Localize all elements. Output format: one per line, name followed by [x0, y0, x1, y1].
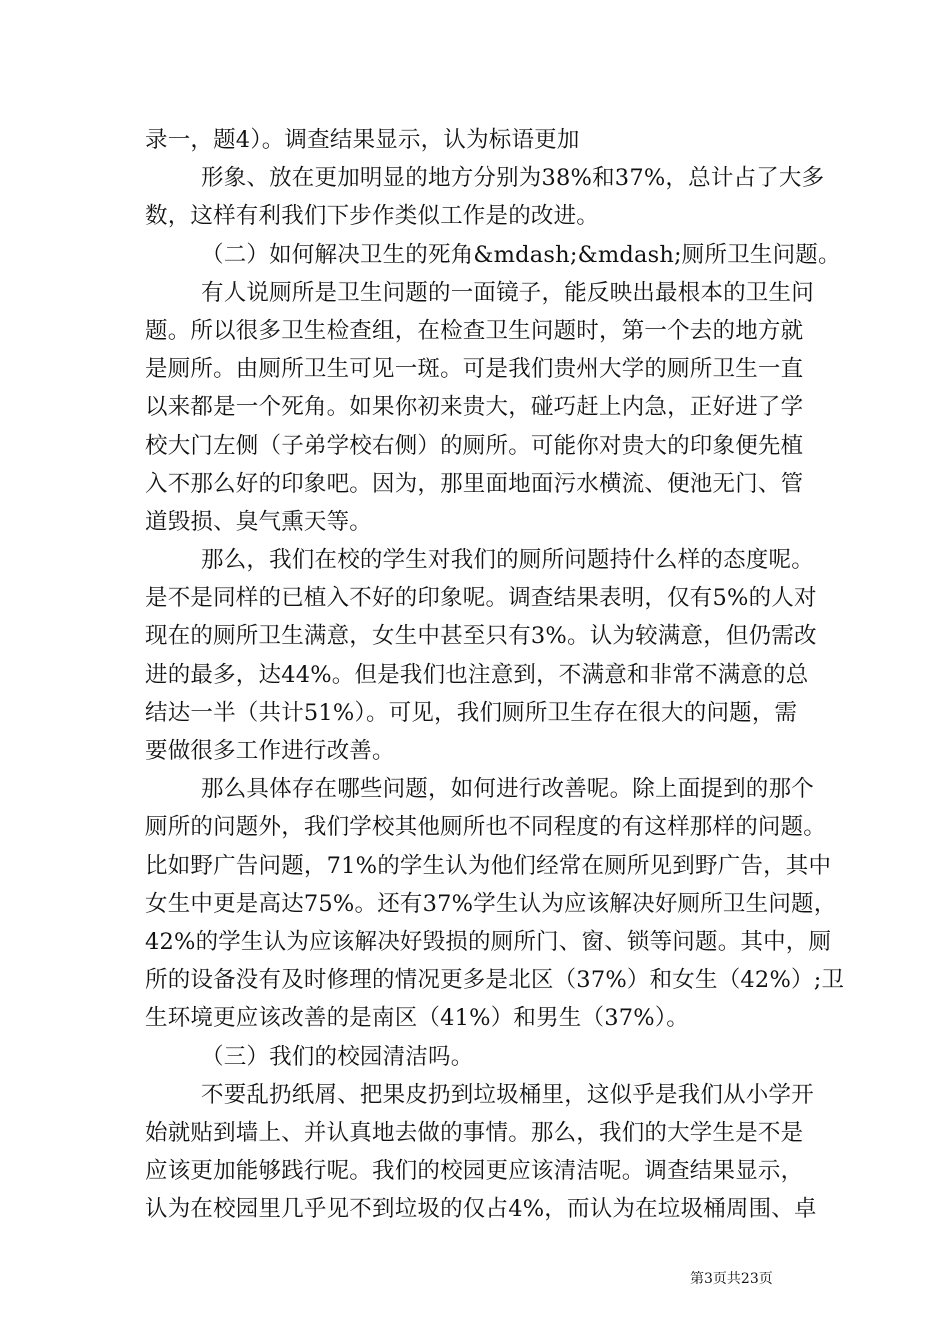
text-line: 认为在校园里几乎见不到垃圾的仅占4%，而认为在垃圾桶周围、卓: [145, 1196, 817, 1223]
text-line: 有人说厕所是卫生问题的一面镜子，能反映出最根本的卫生问: [201, 279, 814, 306]
text-line: 始就贴到墙上、并认真地去做的事情。那么，我们的大学生是不是: [145, 1119, 804, 1146]
text-line: 现在的厕所卫生满意，女生中甚至只有3%。认为较满意，但仍需改: [145, 623, 817, 650]
text-line: 以来都是一个死角。如果你初来贵大，碰巧赶上内急，正好进了学: [145, 394, 804, 421]
text-line: 是厕所。由厕所卫生可见一斑。可是我们贵州大学的厕所卫生一直: [145, 356, 804, 383]
text-line: 要做很多工作进行改善。: [145, 738, 395, 764]
text-line: 数，这样有利我们下步作类似工作是的改进。: [145, 203, 600, 230]
section-heading: （三）我们的校园清洁吗。: [201, 1043, 474, 1070]
body-text: [145, 121, 845, 1228]
text-line: 进的最多，达44%。但是我们也注意到，不满意和非常不满意的总: [145, 661, 809, 688]
text-line: 女生中更是高达75%。还有37%学生认为应该解决好厕所卫生问题，: [145, 890, 837, 917]
text-line: 生环境更应该改善的是南区（41%）和男生（37%）。: [145, 1005, 689, 1032]
text-line: 是不是同样的已植入不好的印象呢。调查结果表明，仅有5%的人对: [145, 585, 817, 612]
text-line: 厕所的问题外，我们学校其他厕所也不同程度的有这样那样的问题。: [145, 814, 827, 841]
text-line: 那么，我们在校的学生对我们的厕所问题持什么样的态度呢。: [201, 547, 814, 574]
page-footer: 第3页共23页: [690, 1271, 773, 1287]
text-line: 校大门左侧（子弟学校右侧）的厕所。可能你对贵大的印象便先植: [145, 432, 804, 459]
text-line: 录一，题4）。调查结果显示，认为标语更加: [145, 127, 580, 153]
text-line: 42%的学生认为应该解决好毁损的厕所门、窗、锁等问题。其中，厕: [145, 928, 832, 955]
text-line: 不要乱扔纸屑、把果皮扔到垃圾桶里，这似乎是我们从小学开: [201, 1081, 814, 1108]
text-line: 比如野广告问题，71%的学生认为他们经常在厕所见到野广告，其中: [145, 852, 832, 879]
text-line: 题。所以很多卫生检查组，在检查卫生问题时，第一个去的地方就: [145, 317, 804, 344]
text-line: 结达一半（共计51%）。可见，我们厕所卫生存在很大的问题，需: [145, 699, 798, 726]
text-line: 那么具体存在哪些问题，如何进行改善呢。除上面提到的那个: [201, 776, 814, 803]
text-line: 形象、放在更加明显的地方分别为38%和37%，总计占了大多: [201, 165, 825, 192]
text-line: 应该更加能够践行呢。我们的校园更应该清洁呢。调查结果显示，: [145, 1158, 804, 1185]
text-line: 入不那么好的印象吧。因为，那里面地面污水横流、便池无门、管: [145, 470, 804, 497]
section-heading: （二）如何解决卫生的死角&mdash;&mdash;厕所卫生问题。: [201, 241, 841, 268]
text-line: 所的设备没有及时修理的情况更多是北区（37%）和女生（42%）;卫: [145, 967, 845, 994]
text-line: 道毁损、臭气熏天等。: [145, 508, 373, 535]
